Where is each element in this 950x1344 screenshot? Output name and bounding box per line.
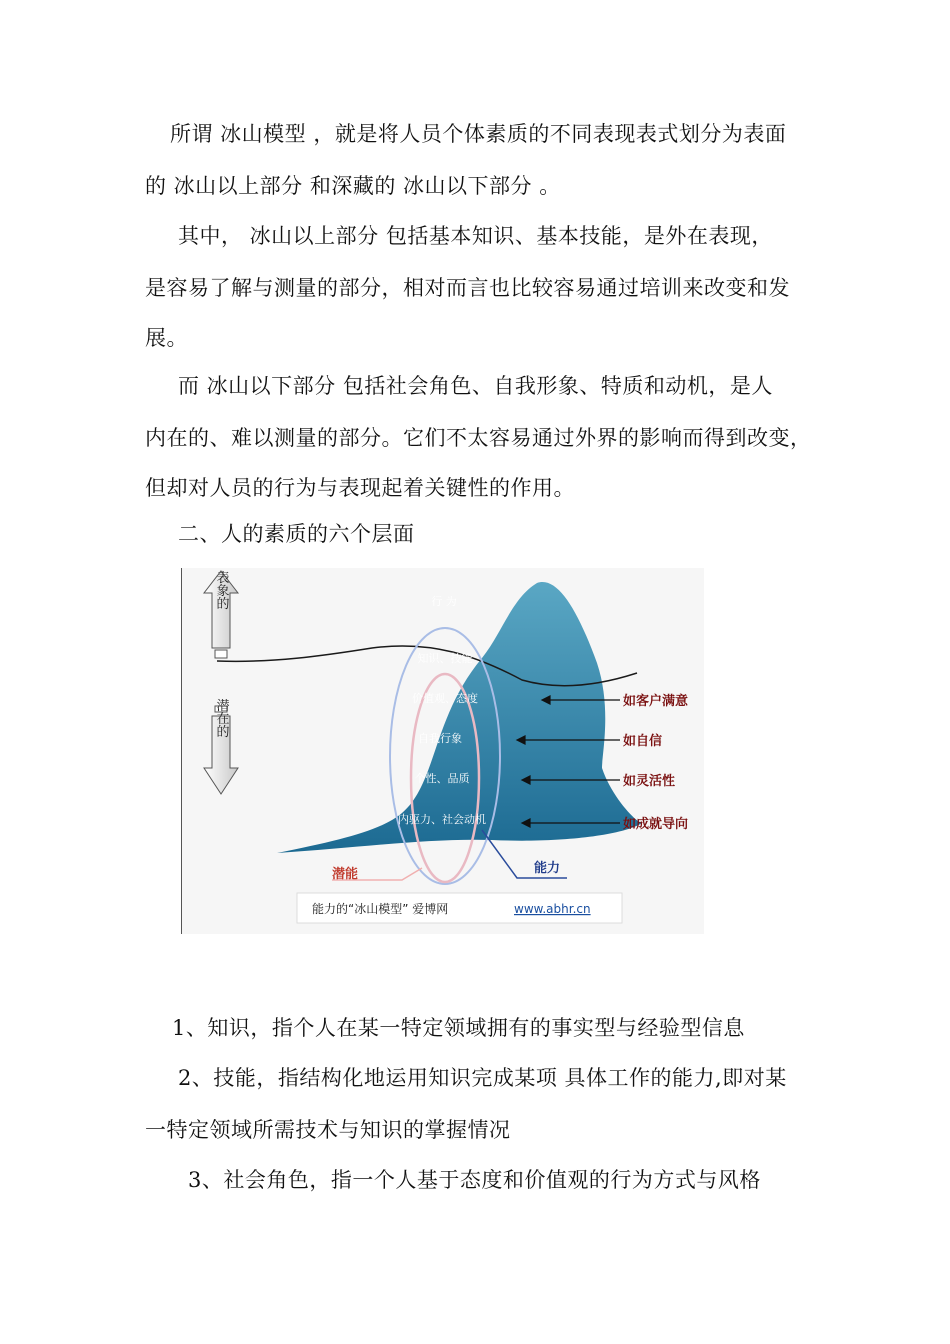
layer-motivation: 内驱力、社会动机 [398, 813, 486, 826]
paragraph-1-line-1: 所谓 冰山模型 ，就是将人员个体素质的不同表现表式划分为表面 [170, 122, 787, 146]
potential-label: 潜能 [332, 867, 359, 882]
ability-label: 能力 [534, 861, 561, 876]
caption-link[interactable]: www.abhr.cn [514, 902, 591, 916]
layer-behavior: 行 为 [431, 595, 457, 608]
example-flexibility: 如灵活性 [623, 774, 676, 789]
layer-self-image: 自我行象 [418, 732, 462, 745]
layer-knowledge-skill: 知识、技能 [417, 652, 473, 665]
list-item-2-line-2: 一特定领域所需技术与知识的掌握情况 [145, 1118, 511, 1142]
example-achievement: 如成就导向 [623, 817, 689, 832]
paragraph-2-line-3: 展。 [145, 326, 188, 350]
paragraph-2-line-2: 是容易了解与测量的部分，相对而言也比较容易通过培训来改变和发 [145, 276, 790, 300]
hidden-label: 潜在的 [213, 698, 229, 738]
section-heading: 二、人的素质的六个层面 [178, 522, 415, 546]
example-customer-satisfaction: 如客户满意 [623, 694, 689, 709]
iceberg-model-figure [181, 568, 704, 934]
layer-traits: 个性、品质 [414, 772, 470, 785]
list-item-1: 1、知识，指个人在某一特定领域拥有的事实型与经验型信息 [172, 1016, 745, 1040]
caption-text: 能力的“冰山模型” 爱博网 [312, 902, 449, 916]
list-item-3: 3、社会角色，指一个人基于态度和价值观的行为方式与风格 [188, 1168, 761, 1192]
paragraph-2-line-1: 其中， 冰山以上部分 包括基本知识、基本技能，是外在表现， [178, 224, 773, 248]
example-confidence: 如自信 [623, 734, 663, 749]
list-item-2-line-1: 2、技能，指结构化地运用知识完成某项 具体工作的能力,即对某 [178, 1066, 787, 1090]
paragraph-3-line-2: 内在的、难以测量的部分。它们不太容易通过外界的影响而得到改变， [145, 426, 812, 450]
surface-label: 表象的 [213, 570, 229, 610]
paragraph-3-line-3: 但却对人员的行为与表现起着关键性的作用。 [145, 476, 575, 500]
layer-values-attitude: 价值观、态度 [412, 692, 478, 705]
paragraph-3-line-1: 而 冰山以下部分 包括社会角色、自我形象、特质和动机，是人 [178, 374, 773, 398]
paragraph-1-line-2: 的 冰山以上部分 和深藏的 冰山以下部分 。 [145, 174, 561, 198]
